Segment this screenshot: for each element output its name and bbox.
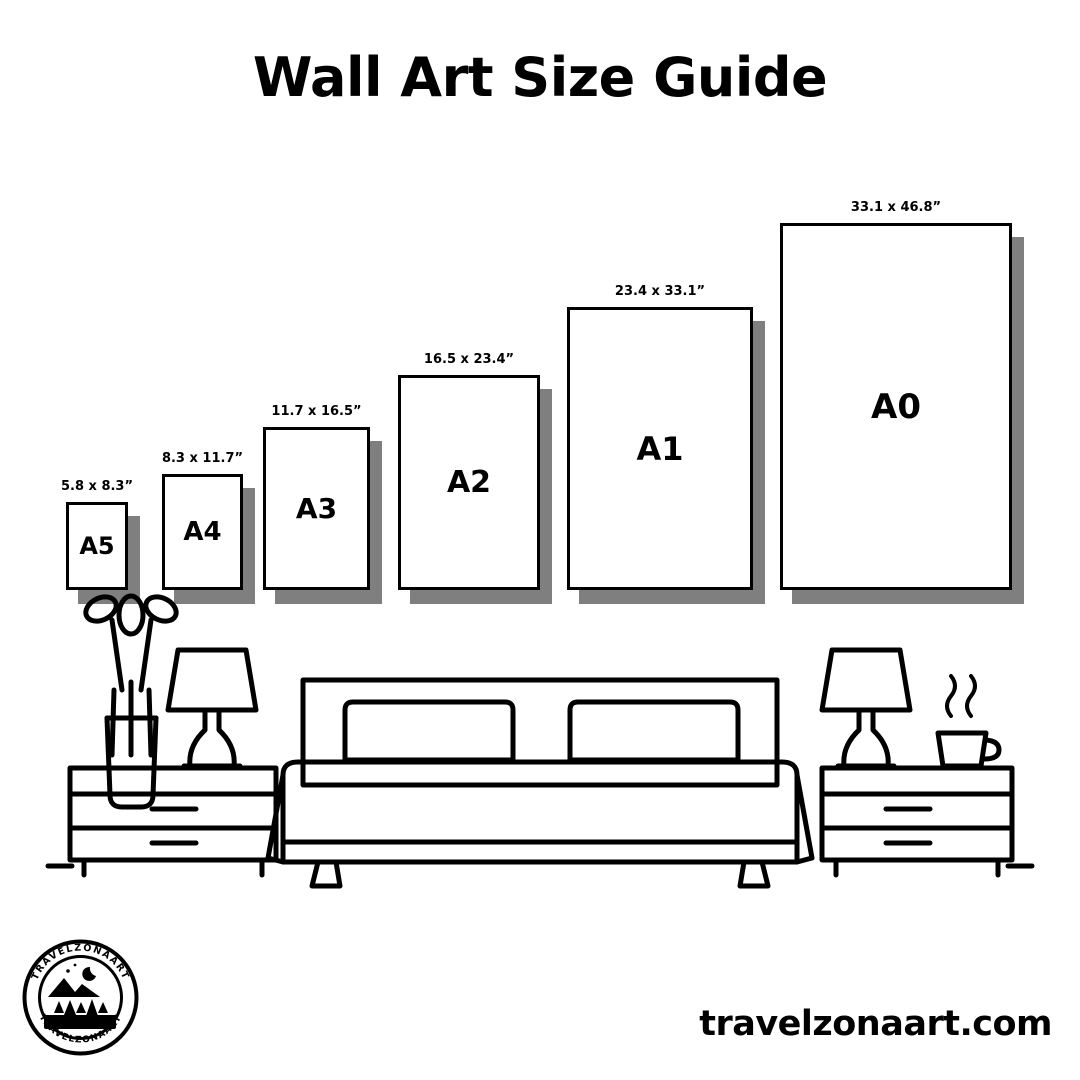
- frame-label-a3: A3: [295, 492, 338, 525]
- frame-inner-a3: [263, 427, 370, 590]
- frame-box-a1[interactable]: [567, 307, 753, 590]
- bedroom-illustration: [0, 570, 1080, 910]
- frame-inner-a0: [780, 223, 1012, 590]
- frame-box-a0[interactable]: [780, 223, 1012, 590]
- right-nightstand: [822, 768, 1012, 875]
- brand-logo: [18, 935, 143, 1060]
- frame-dimensions-a0: 33.1 x 46.8”: [850, 200, 942, 215]
- left-nightstand: [70, 768, 276, 875]
- coffee-mug: [938, 676, 999, 766]
- bed: [268, 680, 812, 886]
- frame-dimensions-a3: 11.7 x 16.5”: [271, 404, 362, 419]
- frame-label-a4: A4: [183, 517, 222, 547]
- frame-inner-a1: [567, 307, 753, 590]
- frame-box-a2[interactable]: [398, 375, 540, 590]
- frame-group-a2[interactable]: [398, 352, 540, 590]
- page-title: Wall Art Size Guide: [252, 46, 828, 109]
- frame-dimensions-a1: 23.4 x 33.1”: [614, 284, 706, 299]
- frame-label-a0: A0: [871, 386, 921, 427]
- svg-text:TRAVELZONAART: TRAVELZONAART: [36, 1013, 125, 1046]
- frame-group-a3[interactable]: [263, 404, 370, 590]
- frame-group-a1[interactable]: [567, 284, 753, 590]
- left-lamp: [168, 650, 256, 766]
- frame-dimensions-a4: 8.3 x 11.7”: [161, 451, 244, 466]
- frame-label-a2: A2: [446, 465, 492, 500]
- frame-group-a0[interactable]: [780, 200, 1012, 590]
- svg-text:TRAVELZONAART: TRAVELZONAART: [29, 942, 132, 982]
- frame-inner-a2: [398, 375, 540, 590]
- frame-label-a1: A1: [636, 429, 684, 468]
- frame-dimensions-a2: 16.5 x 23.4”: [423, 352, 515, 367]
- plant-vase: [82, 592, 180, 807]
- right-lamp: [822, 650, 910, 766]
- frame-label-a5: A5: [79, 532, 115, 560]
- frame-dimensions-a5: 5.8 x 8.3”: [60, 479, 134, 494]
- frame-size-row: [0, 160, 1080, 590]
- frame-box-a3[interactable]: [263, 427, 370, 590]
- website-url[interactable]: travelzonaart.com: [699, 1004, 1052, 1044]
